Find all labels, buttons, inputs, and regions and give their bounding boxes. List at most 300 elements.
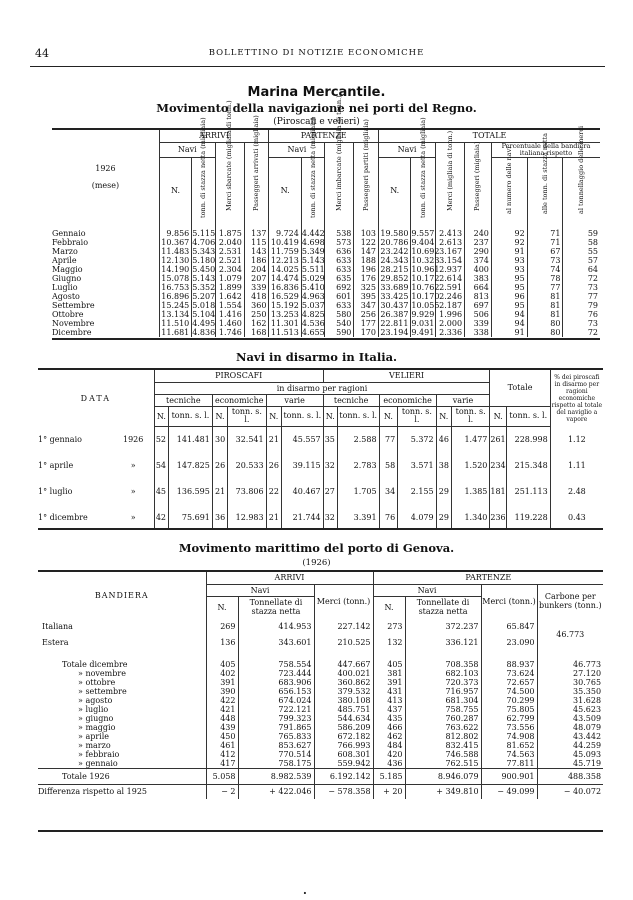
value-cell: 414.953 xyxy=(238,618,314,634)
value-cell: 1.520 xyxy=(451,452,489,478)
value-cell: 9.491 xyxy=(411,328,435,337)
table-row xyxy=(38,452,603,478)
value-cell: 20.533 xyxy=(228,452,266,478)
month-cell: » settembre xyxy=(38,687,206,696)
table2-bottom-rule xyxy=(38,528,603,530)
value-cell: 207 xyxy=(244,274,269,283)
value-cell: 10.323 xyxy=(411,256,440,265)
pct-tonn: alle tonn. di stazza netta xyxy=(540,133,549,215)
value-cell: 766.993 xyxy=(314,741,373,750)
value-cell: 11.510 xyxy=(159,319,191,328)
bandiera-header: BANDIERA xyxy=(38,572,206,618)
value-cell: 31.628 xyxy=(573,696,602,705)
value-cell: 1.12 xyxy=(567,434,586,444)
value-cell: 92 xyxy=(491,238,527,247)
table-row xyxy=(52,265,600,274)
value-cell: 10.367 xyxy=(159,238,191,247)
value-cell: 5.349 xyxy=(301,247,325,256)
value-cell: 58 xyxy=(379,452,398,478)
navi-partenze: Navi xyxy=(269,142,325,157)
value-cell: 143 xyxy=(244,247,269,256)
value-cell: 29.852 xyxy=(379,274,411,283)
month-header-cell xyxy=(52,130,159,223)
value-cell: 2.336 xyxy=(436,328,465,337)
value-cell: 215.348 xyxy=(506,452,550,478)
value-cell: 269 xyxy=(206,618,238,634)
value-cell: 418 xyxy=(244,292,269,301)
value-cell: 1.705 xyxy=(337,478,379,504)
value-cell: 45 xyxy=(154,478,168,504)
value-cell: 461 xyxy=(206,741,238,750)
value-cell: 791.865 xyxy=(238,723,314,732)
value-cell: 16.753 xyxy=(159,283,191,292)
value-cell: 256 xyxy=(354,310,379,319)
tonn-partenze-header: Tonnellate di stazza netta xyxy=(405,596,481,618)
value-cell: 1.477 xyxy=(451,426,489,452)
value-cell: 347 xyxy=(354,301,379,310)
diff-cell: + 349.810 xyxy=(405,785,481,799)
value-cell: 506 xyxy=(465,310,492,319)
value-cell: 3.571 xyxy=(398,452,436,478)
value-cell: 77.811 xyxy=(481,759,537,769)
value-cell: 674.024 xyxy=(238,696,314,705)
n-subheader: N. xyxy=(490,406,506,426)
value-cell: 64 xyxy=(587,265,598,274)
value-cell: 5.180 xyxy=(192,256,216,265)
value-cell: 261 xyxy=(490,426,506,452)
value-cell: 664 xyxy=(465,283,492,292)
table-row xyxy=(38,426,603,452)
month-row xyxy=(38,678,603,687)
n-arrivi-genova: N. xyxy=(206,596,238,618)
value-cell: 71 xyxy=(527,223,563,238)
value-cell: 339 xyxy=(465,319,492,328)
value-cell: 27.120 xyxy=(573,669,602,678)
value-cell: 339 xyxy=(244,283,269,292)
n-partenze-genova: N. xyxy=(373,596,405,618)
value-cell: 176 xyxy=(354,274,379,283)
value-cell: 420 xyxy=(373,750,405,759)
value-cell: 33.689 xyxy=(379,283,411,292)
value-cell: 10.419 xyxy=(269,238,301,247)
value-cell: 5.037 xyxy=(301,301,325,310)
value-cell: 22.811 xyxy=(379,319,411,328)
spacer-cell xyxy=(314,650,373,660)
table3-subtitle: (1926) xyxy=(302,558,331,568)
value-cell: 73.806 xyxy=(228,478,266,504)
value-cell: 4.698 xyxy=(301,238,325,247)
value-cell: 65.847 xyxy=(481,618,537,634)
value-cell: 30.765 xyxy=(573,678,602,687)
n-totale: N. xyxy=(379,157,411,223)
value-cell: 9.724 xyxy=(269,223,301,238)
value-cell: 13.253 xyxy=(269,310,301,319)
value-cell: 72 xyxy=(587,274,598,283)
date-cell: 1° luglio xyxy=(38,486,73,496)
value-cell: 81 xyxy=(527,292,563,301)
diff-cell: − 2 xyxy=(206,785,238,799)
value-cell: 10.961 xyxy=(411,265,440,274)
table-row xyxy=(52,256,600,265)
flag-row xyxy=(38,634,603,650)
value-cell: 34 xyxy=(379,478,398,504)
value-cell: 62.799 xyxy=(481,714,537,723)
value-cell: 2.614 xyxy=(436,274,465,283)
value-cell: 722.121 xyxy=(238,705,314,714)
genova-table xyxy=(38,572,603,799)
value-cell: 422 xyxy=(206,696,238,705)
value-cell: 27 xyxy=(323,478,337,504)
month-row xyxy=(38,660,603,669)
value-cell: 4.825 xyxy=(301,310,325,319)
value-cell: 250 xyxy=(244,310,269,319)
value-cell: 81 xyxy=(527,310,563,319)
value-cell: 405 xyxy=(373,660,405,669)
value-cell: 758.175 xyxy=(238,759,314,769)
value-cell: 115 xyxy=(244,238,269,247)
value-cell: 32 xyxy=(323,452,337,478)
value-cell: 586.209 xyxy=(314,723,373,732)
value-cell: 538 xyxy=(325,223,354,238)
month-cell: Dicembre xyxy=(52,328,159,337)
pct-header: Percentuale della bandiera italiana rispetto xyxy=(491,142,600,157)
month-cell: Giugno xyxy=(52,274,159,283)
value-cell: 4.963 xyxy=(301,292,325,301)
value-cell: 466 xyxy=(373,723,405,732)
value-cell: 240 xyxy=(465,223,492,238)
value-cell: 28.215 xyxy=(379,265,411,274)
value-cell: 1.460 xyxy=(215,319,244,328)
carbone-flag-cell: 46.773 xyxy=(556,629,585,639)
value-cell: 832.415 xyxy=(405,741,481,750)
table-row xyxy=(52,328,600,337)
value-cell: 21 xyxy=(212,478,227,504)
value-cell: 73.556 xyxy=(481,723,537,732)
value-cell: 29 xyxy=(436,504,451,530)
col-passeggeri-totale: Passeggeri (migliaia) xyxy=(473,141,482,211)
value-cell: 91 xyxy=(491,247,527,256)
value-cell: 16.529 xyxy=(269,292,301,301)
value-cell: 29 xyxy=(436,478,451,504)
value-cell: 5.143 xyxy=(192,274,216,283)
value-cell: 26 xyxy=(266,452,281,478)
value-cell: 2.000 xyxy=(436,319,465,328)
value-cell: 5.450 xyxy=(192,265,216,274)
value-cell: 12.983 xyxy=(228,504,266,530)
col-passeggeri-partiti: Passeggeri partiti (migliaia) xyxy=(361,118,370,211)
n-subheader: N. xyxy=(266,406,281,426)
value-cell: 1.875 xyxy=(215,223,244,238)
value-cell: 484 xyxy=(373,741,405,750)
merci-partenze-header: Merci (tonn.) xyxy=(481,584,537,618)
value-cell: 573 xyxy=(325,238,354,247)
value-cell: 73 xyxy=(587,283,598,292)
value-cell: 15.078 xyxy=(159,274,191,283)
value-cell: 80 xyxy=(527,328,563,337)
spacer-cell xyxy=(405,650,481,660)
totale-header: Totale xyxy=(490,370,550,406)
value-cell: 2.304 xyxy=(215,265,244,274)
value-cell: 170 xyxy=(354,328,379,337)
value-cell: 2.783 xyxy=(337,452,379,478)
value-cell: 1.11 xyxy=(567,460,586,470)
total-cell: 8.946.079 xyxy=(405,769,481,785)
value-cell: 692 xyxy=(325,283,354,292)
value-cell: 417 xyxy=(206,759,238,769)
value-cell: 204 xyxy=(244,265,269,274)
value-cell: 4.495 xyxy=(192,319,216,328)
value-cell: 227.142 xyxy=(314,618,373,634)
value-cell: 76 xyxy=(587,310,598,319)
month-row xyxy=(38,732,603,741)
value-cell: 141.481 xyxy=(169,426,213,452)
month-cell: » ottobre xyxy=(38,678,206,687)
value-cell: 77 xyxy=(587,292,598,301)
table1-title: Movimento della navigazione nei porti del Regno. xyxy=(156,101,477,115)
month-cell: Gennaio xyxy=(52,223,159,238)
value-cell: 716.957 xyxy=(405,687,481,696)
value-cell: 4.706 xyxy=(192,238,216,247)
value-cell: 2.413 xyxy=(436,223,465,238)
page-number: 44 xyxy=(35,47,49,60)
total-row xyxy=(38,769,603,785)
table1-subtitle: (Piroscafi e velieri) xyxy=(273,117,360,127)
value-cell: 601 xyxy=(325,292,354,301)
tonn-subheader: tonn. s. l. xyxy=(228,406,266,426)
value-cell: 544.634 xyxy=(314,714,373,723)
value-cell: 162 xyxy=(244,319,269,328)
n-subheader: N. xyxy=(323,406,337,426)
n-subheader: N. xyxy=(436,406,451,426)
value-cell: 91 xyxy=(491,328,527,337)
table3-bottom-rule xyxy=(38,830,603,832)
value-cell: 75.805 xyxy=(481,705,537,714)
value-cell: 540 xyxy=(325,319,354,328)
group-totale: TOTALE xyxy=(379,130,601,142)
value-cell: 462 xyxy=(373,732,405,741)
month-row xyxy=(38,723,603,732)
value-cell: 40.467 xyxy=(281,478,323,504)
value-cell: 48.079 xyxy=(573,723,602,732)
month-cell: » marzo xyxy=(38,741,206,750)
value-cell: 338 xyxy=(465,328,492,337)
value-cell: 11.483 xyxy=(159,247,191,256)
pct-navi: al numero delle navi xyxy=(504,146,513,215)
month-cell: Agosto xyxy=(52,292,159,301)
value-cell: 52 xyxy=(154,426,168,452)
value-cell: 74.563 xyxy=(481,750,537,759)
spacer-cell xyxy=(537,650,603,660)
table-row xyxy=(52,274,600,283)
value-cell: 67 xyxy=(527,247,563,256)
value-cell: 26.387 xyxy=(379,310,411,319)
value-cell: 5.018 xyxy=(192,301,216,310)
month-label: (mese) xyxy=(91,180,120,190)
table1-bottom-rule xyxy=(52,338,600,340)
tonn-subheader: tonn. s. l. xyxy=(337,406,379,426)
value-cell: 43.509 xyxy=(573,714,602,723)
value-cell: 758.554 xyxy=(238,660,314,669)
value-cell: 633 xyxy=(325,301,354,310)
date-cell: 1° dicembre xyxy=(38,512,88,522)
reason-economiche-p: economiche xyxy=(212,394,266,406)
value-cell: 1.340 xyxy=(451,504,489,530)
value-cell: 590 xyxy=(325,328,354,337)
value-cell: 94 xyxy=(491,319,527,328)
value-cell: 799.323 xyxy=(238,714,314,723)
n-subheader: N. xyxy=(154,406,168,426)
table-row xyxy=(52,283,600,292)
total-cell: 6.192.142 xyxy=(314,769,373,785)
value-cell: 2.591 xyxy=(436,283,465,292)
value-cell: 30.437 xyxy=(379,301,411,310)
value-cell: 5.029 xyxy=(301,274,325,283)
value-cell: 290 xyxy=(465,247,492,256)
n-subheader: N. xyxy=(379,406,398,426)
table-row xyxy=(52,301,600,310)
year-label: 1926 xyxy=(95,163,116,173)
value-cell: 95 xyxy=(491,274,527,283)
value-cell: 435 xyxy=(373,714,405,723)
value-cell: 73 xyxy=(527,256,563,265)
value-cell: 132 xyxy=(373,634,405,650)
reason-varie-v: varie xyxy=(436,394,490,406)
value-cell: 73 xyxy=(587,319,598,328)
value-cell: 11.513 xyxy=(269,328,301,337)
value-cell: 24.343 xyxy=(379,256,411,265)
value-cell: 94 xyxy=(491,310,527,319)
group-arrivi: ARRIVI xyxy=(159,130,269,142)
month-row xyxy=(38,741,603,750)
pct-disarmo-header: % dei piroscafi in disarmo per ragioni economiche rispetto al totale del naviglio a vapore xyxy=(551,373,603,423)
disarmo-table xyxy=(38,370,603,530)
value-cell: 168 xyxy=(244,328,269,337)
value-cell: 21 xyxy=(266,426,281,452)
diff-cell: + 20 xyxy=(373,785,405,799)
value-cell: 210.525 xyxy=(314,634,373,650)
value-cell: 81.652 xyxy=(481,741,537,750)
month-row xyxy=(38,759,603,769)
value-cell: 23.242 xyxy=(379,247,411,256)
value-cell: 237 xyxy=(465,238,492,247)
group-partenze-genova: PARTENZE xyxy=(373,572,603,584)
table-row xyxy=(52,292,600,301)
value-cell: 325 xyxy=(354,283,379,292)
value-cell: 45.093 xyxy=(573,750,602,759)
value-cell: 391 xyxy=(206,678,238,687)
value-cell: 81 xyxy=(527,301,563,310)
value-cell: 5.352 xyxy=(192,283,216,292)
group-partenze: PARTENZE xyxy=(269,130,379,142)
tonn-subheader: tonn. s. l. xyxy=(169,406,213,426)
group-velieri: VELIERI xyxy=(323,370,490,382)
table-row xyxy=(52,238,600,247)
value-cell: 44.259 xyxy=(573,741,602,750)
value-cell: 360 xyxy=(244,301,269,310)
group-piroscafi: PIROSCAFI xyxy=(154,370,323,382)
diff-cell: − 40.072 xyxy=(537,785,603,799)
month-cell: » maggio xyxy=(38,723,206,732)
value-cell: 23.090 xyxy=(481,634,537,650)
value-cell: 1926 xyxy=(113,426,155,452)
value-cell: 13.134 xyxy=(159,310,191,319)
page-header xyxy=(0,47,633,61)
value-cell: 10.692 xyxy=(411,247,440,256)
value-cell: 15.245 xyxy=(159,301,191,310)
value-cell: 78 xyxy=(527,274,563,283)
value-cell: » xyxy=(113,504,155,530)
value-cell: 30 xyxy=(212,426,227,452)
diff-cell: − 578.358 xyxy=(314,785,373,799)
month-cell: Novembre xyxy=(52,319,159,328)
value-cell: 45.623 xyxy=(573,705,602,714)
value-cell: 720.373 xyxy=(405,678,481,687)
spacer-cell xyxy=(373,650,405,660)
value-cell: 633 xyxy=(325,256,354,265)
reason-tecniche-p: tecniche xyxy=(154,394,212,406)
value-cell: 35 xyxy=(323,426,337,452)
value-cell: 71 xyxy=(527,238,563,247)
month-cell: » novembre xyxy=(38,669,206,678)
tonn-subheader: tonn. s. l. xyxy=(398,406,436,426)
value-cell: 2.187 xyxy=(436,301,465,310)
month-cell: Marzo xyxy=(52,247,159,256)
value-cell: 1.642 xyxy=(215,292,244,301)
spacer-cell xyxy=(238,650,314,660)
spacer-row xyxy=(38,650,603,660)
diff-label: Differenza rispetto al 1925 xyxy=(38,785,206,799)
value-cell: 11.681 xyxy=(159,328,191,337)
total-cell: 5.058 xyxy=(206,769,238,785)
value-cell: 20.786 xyxy=(379,238,411,247)
value-cell: 682.103 xyxy=(405,669,481,678)
value-cell: 336.121 xyxy=(405,634,481,650)
month-row xyxy=(38,714,603,723)
value-cell: 5.410 xyxy=(301,283,325,292)
value-cell: 3.391 xyxy=(337,504,379,530)
value-cell: 633 xyxy=(325,265,354,274)
value-cell: 236 xyxy=(490,504,506,530)
total-cell: 8.982.539 xyxy=(238,769,314,785)
value-cell: 188 xyxy=(354,256,379,265)
value-cell: 119.228 xyxy=(506,504,550,530)
month-cell: » febbraio xyxy=(38,750,206,759)
value-cell: 723.444 xyxy=(238,669,314,678)
value-cell: 88.937 xyxy=(481,660,537,669)
value-cell: 4.536 xyxy=(301,319,325,328)
value-cell: 383 xyxy=(465,274,492,283)
value-cell: 96 xyxy=(491,292,527,301)
value-cell: 343.601 xyxy=(238,634,314,650)
value-cell: 21 xyxy=(266,504,281,530)
flag-row xyxy=(38,618,603,634)
value-cell: 372.237 xyxy=(405,618,481,634)
month-cell: Settembre xyxy=(52,301,159,310)
date-cell: 1° aprile xyxy=(38,460,74,470)
value-cell: 447.667 xyxy=(314,660,373,669)
value-cell: 72 xyxy=(587,328,598,337)
value-cell: 450 xyxy=(206,732,238,741)
value-cell: 57 xyxy=(587,256,598,265)
value-cell: 746.588 xyxy=(405,750,481,759)
spacer-cell xyxy=(481,650,537,660)
value-cell: 42 xyxy=(154,504,168,530)
value-cell: 2.613 xyxy=(436,238,465,247)
value-cell: 380.108 xyxy=(314,696,373,705)
value-cell: 390 xyxy=(206,687,238,696)
section-title: Marina Mercantile. xyxy=(247,85,386,100)
value-cell: 93 xyxy=(491,256,527,265)
